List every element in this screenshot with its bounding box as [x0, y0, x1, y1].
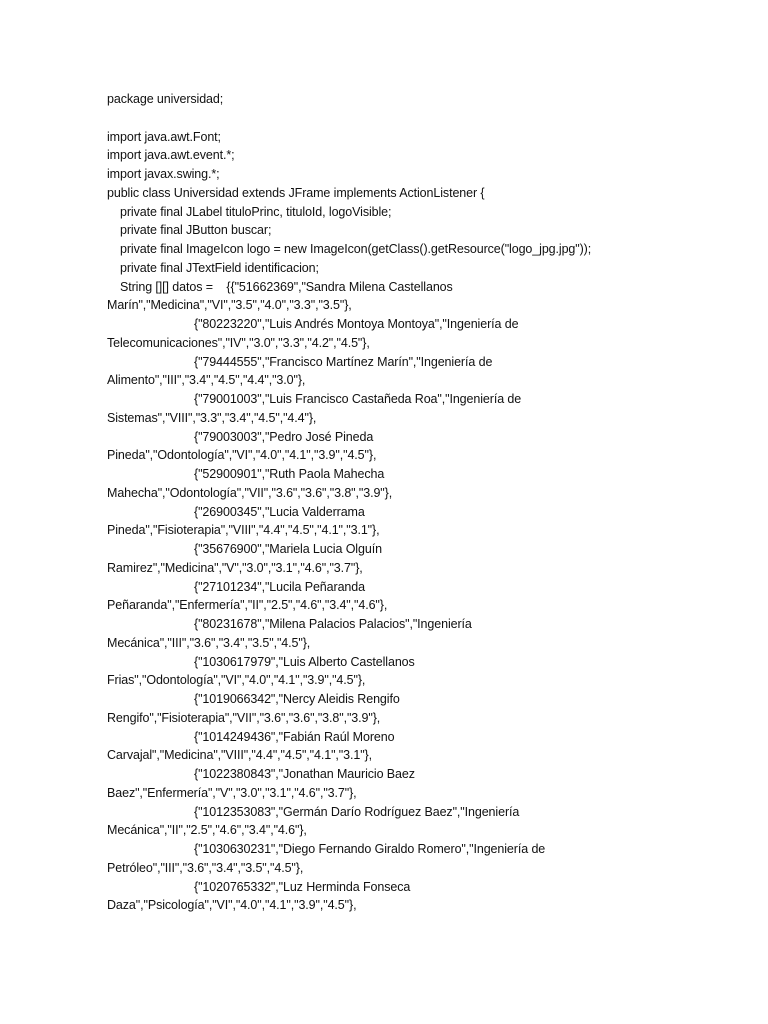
code-line: private final ImageIcon logo = new ImageIcon(getClass().getResource("logo_jpg.jpg")); [120, 242, 592, 256]
code-line: {"79001003","Luis Francisco Castañeda Roa","Ingeniería de [194, 392, 522, 406]
code-line: Daza","Psicología","VI","4.0","4.1","3.9","4.5"}, [107, 898, 357, 913]
code-line: Mahecha","Odontología","VII","3.6","3.6","3.8","3.9"}, [107, 485, 393, 500]
code-line: String [][] datos = {{"51662369","Sandra Milena Castellanos [120, 279, 453, 294]
code-line: Pineda","Fisioterapia","VIII","4.4","4.5","4.1","3.1"}, [107, 523, 380, 538]
code-line: {"52900901","Ruth Paola Mahecha [194, 467, 385, 481]
source-code-block [107, 90, 727, 915]
code-line: {"1014249436","Fabián Raúl Moreno [194, 729, 395, 744]
code-line: import javax.swing.*; [107, 167, 220, 181]
code-line: Mecánica","II","2.5","4.6","3.4","4.6"}, [107, 823, 307, 838]
code-line: {"80223220","Luis Andrés Montoya Montoya","Ingeniería de [194, 317, 519, 331]
code-line: {"79444555","Francisco Martínez Marín","Ingeniería de [194, 354, 493, 369]
code-line: Petróleo","III","3.6","3.4","3.5","4.5"}, [107, 860, 304, 875]
code-line: Ramirez","Medicina","V","3.0","3.1","4.6","3.7"}, [107, 560, 363, 575]
code-line: import java.awt.Font; [107, 129, 221, 144]
code-line: Marín","Medicina","VI","3.5","4.0","3.3","3.5"}, [107, 298, 352, 313]
code-line: {"1019066342","Nercy Aleidis Rengifo [194, 692, 400, 706]
code-line: Mecánica","III","3.6","3.4","3.5","4.5"}, [107, 635, 311, 650]
code-line: {"27101234","Lucila Peñaranda [194, 579, 365, 594]
code-line: Rengifo","Fisioterapia","VII","3.6","3.6","3.8","3.9"}, [107, 710, 381, 725]
code-line: Pineda","Odontología","VI","4.0","4.1","3.9","4.5"}, [107, 448, 377, 463]
code-line: package universidad; [107, 92, 224, 106]
code-line: Frias","Odontología","VI","4.0","4.1","3.9","4.5"}, [107, 673, 366, 688]
code-line: {"1020765332","Luz Herminda Fonseca [194, 879, 411, 894]
code-line: Carvajal","Medicina","VIII","4.4","4.5","4.1","3.1"}, [107, 748, 373, 763]
code-line: Telecomunicaciones","IV","3.0","3.3","4.2","4.5"}, [107, 335, 370, 350]
blank-line [107, 109, 727, 128]
code-line: {"35676900","Mariela Lucia Olguín [194, 542, 382, 556]
code-line: Alimento","III","3.4","4.5","4.4","3.0"}, [107, 373, 306, 388]
code-line: private final JLabel tituloPrinc, tituloId, logoVisible; [120, 204, 392, 219]
code-line: {"79003003","Pedro José Pineda [194, 429, 374, 444]
code-line: import java.awt.event.*; [107, 148, 235, 163]
code-line: {"1012353083","Germán Darío Rodríguez Baez","Ingeniería [194, 804, 520, 819]
code-line: private final JTextField identificacion; [120, 260, 319, 275]
code-line: {"1030630231","Diego Fernando Giraldo Romero","Ingeniería de [194, 842, 546, 856]
code-line: {"80231678","Milena Palacios Palacios","Ingeniería [194, 617, 472, 631]
code-line: {"1022380843","Jonathan Mauricio Baez [194, 767, 415, 781]
code-line: Peñaranda","Enfermería","II","2.5","4.6","3.4","4.6"}, [107, 598, 388, 613]
code-line: Sistemas","VIII","3.3","3.4","4.5","4.4"}, [107, 410, 317, 425]
code-line: public class Universidad extends JFrame implements ActionListener { [107, 185, 485, 200]
code-line: private final JButton buscar; [120, 223, 272, 238]
code-line: {"26900345","Lucia Valderrama [194, 504, 365, 519]
code-line: {"1030617979","Luis Alberto Castellanos [194, 654, 415, 669]
code-line: Baez","Enfermería","V","3.0","3.1","4.6","3.7"}, [107, 785, 357, 800]
